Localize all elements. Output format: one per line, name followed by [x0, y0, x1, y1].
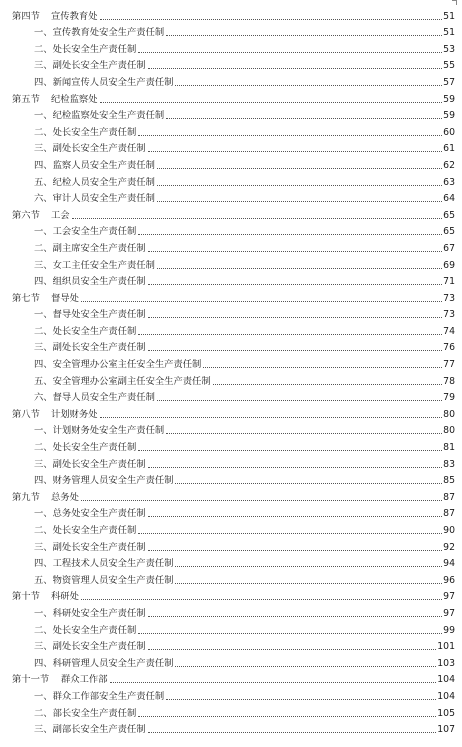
page-number: 83 — [443, 458, 455, 470]
section-number: 第十一节 — [12, 674, 50, 686]
page-number: 77 — [443, 359, 455, 371]
page-number: 87 — [443, 491, 455, 503]
item-title: 一、工会安全生产责任制 — [34, 226, 137, 238]
item-title: 三、女工主任安全生产责任制 — [34, 259, 155, 271]
page-number: 71 — [443, 276, 455, 288]
dot-leader — [157, 168, 442, 169]
page-number: 81 — [443, 442, 455, 454]
item-title: 五、安全管理办公室副主任安全生产责任制 — [34, 375, 211, 387]
dot-leader — [110, 682, 437, 683]
page-number: 67 — [443, 242, 455, 254]
dot-leader — [157, 185, 442, 186]
toc-item-row[interactable] — [0, 171, 462, 188]
toc-item-row[interactable] — [0, 121, 462, 138]
page-number: 59 — [443, 93, 455, 105]
page-number: 65 — [443, 209, 455, 221]
toc-item-row[interactable] — [0, 337, 462, 354]
page-number: 73 — [443, 309, 455, 321]
dot-leader — [175, 566, 442, 567]
item-title: 二、处长安全生产责任制 — [34, 442, 137, 454]
page-number: 78 — [443, 375, 455, 387]
toc-section-row[interactable] — [0, 586, 462, 603]
page-number: 51 — [443, 10, 455, 22]
dot-leader — [81, 500, 442, 501]
dot-leader — [213, 384, 443, 385]
item-title: 四、新闻宣传人员安全生产责任制 — [34, 76, 174, 88]
page-number: 104 — [437, 690, 455, 702]
table-of-contents — [0, 5, 462, 735]
toc-item-row[interactable] — [0, 702, 462, 719]
page-number: 55 — [443, 60, 455, 72]
toc-section-row[interactable] — [0, 486, 462, 503]
toc-item-row[interactable] — [0, 55, 462, 72]
dot-leader — [148, 467, 443, 468]
toc-item-row[interactable] — [0, 719, 462, 736]
item-title: 一、纪检监察处安全生产责任制 — [34, 110, 165, 122]
page-number: 105 — [437, 707, 455, 719]
item-title: 一、群众工作部安全生产责任制 — [34, 690, 165, 702]
toc-item-row[interactable] — [0, 22, 462, 39]
toc-item-row[interactable] — [0, 619, 462, 636]
toc-item-row[interactable] — [0, 652, 462, 669]
section-number: 第九节 — [12, 491, 40, 503]
toc-item-row[interactable] — [0, 536, 462, 553]
dot-leader — [138, 450, 442, 451]
toc-item-row[interactable] — [0, 304, 462, 321]
toc-item-row[interactable] — [0, 453, 462, 470]
toc-item-row[interactable] — [0, 154, 462, 171]
page-number: 79 — [443, 392, 455, 404]
item-title: 二、处长安全生产责任制 — [34, 525, 137, 536]
section-title: 群众工作部 — [61, 674, 108, 686]
section-number: 第十节 — [12, 591, 40, 603]
page-number: 94 — [443, 558, 455, 570]
page-number: 99 — [443, 624, 455, 636]
dot-leader — [166, 699, 436, 700]
dot-leader — [148, 649, 437, 650]
item-title: 三、副处长安全生产责任制 — [34, 458, 146, 470]
dot-leader — [175, 666, 436, 667]
dot-leader — [148, 284, 443, 285]
dot-leader — [166, 35, 442, 36]
toc-section-row[interactable] — [0, 5, 462, 22]
page-number: 96 — [443, 574, 455, 586]
dot-leader — [138, 334, 442, 335]
toc-item-row[interactable] — [0, 602, 462, 619]
toc-section-row[interactable] — [0, 204, 462, 221]
page-number: 65 — [443, 226, 455, 238]
toc-item-row[interactable] — [0, 420, 462, 437]
dot-leader — [148, 616, 443, 617]
item-title: 三、副处长安全生产责任制 — [34, 143, 146, 155]
page-number: 103 — [437, 657, 455, 669]
page-number: 90 — [443, 525, 455, 536]
toc-item-row[interactable] — [0, 470, 462, 487]
page-number: 87 — [443, 508, 455, 520]
toc-item-row[interactable] — [0, 320, 462, 337]
item-title: 三、副处长安全生产责任制 — [34, 342, 146, 354]
page-number: 92 — [443, 541, 455, 553]
item-title: 一、总务处安全生产责任制 — [34, 508, 146, 520]
toc-item-row[interactable] — [0, 105, 462, 122]
item-title: 四、组织员安全生产责任制 — [34, 276, 146, 288]
item-title: 二、副主席安全生产责任制 — [34, 242, 146, 254]
item-title: 一、宣传教育处安全生产责任制 — [34, 27, 165, 39]
dot-leader — [148, 516, 443, 517]
page-number: 85 — [443, 475, 455, 487]
dot-leader — [157, 400, 442, 401]
dot-leader — [166, 118, 442, 119]
page-number: 97 — [443, 607, 455, 619]
item-title: 五、纪检人员安全生产责任制 — [34, 176, 155, 188]
page-number: 60 — [443, 126, 455, 138]
dot-leader — [148, 550, 443, 551]
page-number: 80 — [443, 408, 455, 420]
section-title: 督导处 — [51, 292, 79, 304]
dot-leader — [148, 251, 443, 252]
dot-leader — [100, 19, 443, 20]
dot-leader — [138, 716, 436, 717]
dot-leader — [72, 218, 443, 219]
section-title: 计划财务处 — [51, 408, 98, 420]
page-number: 64 — [443, 193, 455, 205]
section-number: 第六节 — [12, 209, 40, 221]
item-title: 一、计划财务处安全生产责任制 — [34, 425, 165, 437]
toc-item-row[interactable] — [0, 569, 462, 586]
section-title: 科研处 — [51, 591, 79, 603]
item-title: 三、副部长安全生产责任制 — [34, 724, 146, 736]
page-number: 107 — [437, 724, 455, 736]
toc-item-row[interactable] — [0, 221, 462, 238]
dot-leader — [100, 417, 443, 418]
page-number: 69 — [443, 259, 455, 271]
page-number: 51 — [443, 27, 455, 39]
dot-leader — [175, 583, 442, 584]
page-number: 53 — [443, 43, 455, 55]
page-number: 61 — [443, 143, 455, 155]
toc-item-row[interactable] — [0, 370, 462, 387]
dot-leader — [157, 201, 442, 202]
item-title: 六、审计人员安全生产责任制 — [34, 193, 155, 205]
toc-item-row[interactable] — [0, 71, 462, 88]
dot-leader — [138, 135, 442, 136]
dot-leader — [148, 317, 443, 318]
dot-leader — [81, 301, 442, 302]
page-number: 97 — [443, 591, 455, 603]
dot-leader — [148, 151, 443, 152]
dot-leader — [148, 68, 443, 69]
toc-item-row[interactable] — [0, 636, 462, 653]
dot-leader — [166, 433, 442, 434]
toc-item-row[interactable] — [0, 138, 462, 155]
dot-leader — [175, 483, 442, 484]
page-number: 62 — [443, 159, 455, 171]
page-number: 80 — [443, 425, 455, 437]
page-number: 76 — [443, 342, 455, 354]
item-title: 四、安全管理办公室主任安全生产责任制 — [34, 359, 202, 371]
toc-item-row[interactable] — [0, 188, 462, 205]
dot-leader — [138, 234, 442, 235]
page-number: 63 — [443, 176, 455, 188]
section-title: 工会 — [51, 209, 70, 221]
toc-section-row[interactable] — [0, 669, 462, 686]
section-title: 总务处 — [51, 491, 79, 503]
item-title: 二、处长安全生产责任制 — [34, 624, 137, 636]
page-number: 73 — [443, 292, 455, 304]
page-number: 101 — [437, 641, 455, 653]
section-number: 第八节 — [12, 408, 40, 420]
item-title: 四、监察人员安全生产责任制 — [34, 159, 155, 171]
dot-leader — [148, 350, 443, 351]
toc-item-row[interactable] — [0, 685, 462, 702]
item-title: 五、物资管理人员安全生产责任制 — [34, 574, 174, 586]
item-title: 三、副处长安全生产责任制 — [34, 541, 146, 553]
dot-leader — [138, 533, 442, 534]
toc-item-row[interactable] — [0, 237, 462, 254]
page-number: 57 — [443, 76, 455, 88]
toc-section-row[interactable] — [0, 88, 462, 105]
item-title: 六、督导人员安全生产责任制 — [34, 392, 155, 404]
item-title: 三、副处长安全生产责任制 — [34, 641, 146, 653]
item-title: 二、处长安全生产责任制 — [34, 43, 137, 55]
item-title: 二、处长安全生产责任制 — [34, 126, 137, 138]
toc-item-row[interactable] — [0, 271, 462, 288]
item-title: 二、部长安全生产责任制 — [34, 707, 137, 719]
page-number: 59 — [443, 110, 455, 122]
toc-item-row[interactable] — [0, 553, 462, 570]
toc-item-row[interactable] — [0, 353, 462, 370]
toc-item-row[interactable] — [0, 38, 462, 55]
item-title: 四、科研管理人员安全生产责任制 — [34, 657, 174, 669]
toc-item-row[interactable] — [0, 254, 462, 271]
dot-leader — [148, 732, 437, 733]
item-title: 一、督导处安全生产责任制 — [34, 309, 146, 321]
dot-leader — [81, 599, 442, 600]
toc-item-row[interactable] — [0, 503, 462, 520]
dot-leader — [138, 633, 442, 634]
toc-section-row[interactable] — [0, 403, 462, 420]
item-title: 四、财务管理人员安全生产责任制 — [34, 475, 174, 487]
section-number: 第四节 — [12, 10, 40, 22]
item-title: 三、副处长安全生产责任制 — [34, 60, 146, 72]
section-number: 第七节 — [12, 292, 40, 304]
item-title: 二、处长安全生产责任制 — [34, 325, 137, 337]
dot-leader — [138, 52, 442, 53]
section-title: 纪检监察处 — [51, 93, 98, 105]
page-number: 104 — [437, 674, 455, 686]
toc-section-row[interactable] — [0, 287, 462, 304]
toc-item-row[interactable] — [0, 387, 462, 404]
toc-item-row[interactable] — [0, 519, 462, 536]
section-number: 第五节 — [12, 93, 40, 105]
dot-leader — [175, 85, 442, 86]
toc-item-row[interactable] — [0, 436, 462, 453]
item-title: 一、科研处安全生产责任制 — [34, 607, 146, 619]
dot-leader — [203, 367, 442, 368]
page-number: 74 — [443, 325, 455, 337]
item-title: 四、工程技术人员安全生产责任制 — [34, 558, 174, 570]
section-title: 宣传教育处 — [51, 10, 98, 22]
dot-leader — [100, 102, 443, 103]
dot-leader — [157, 268, 442, 269]
